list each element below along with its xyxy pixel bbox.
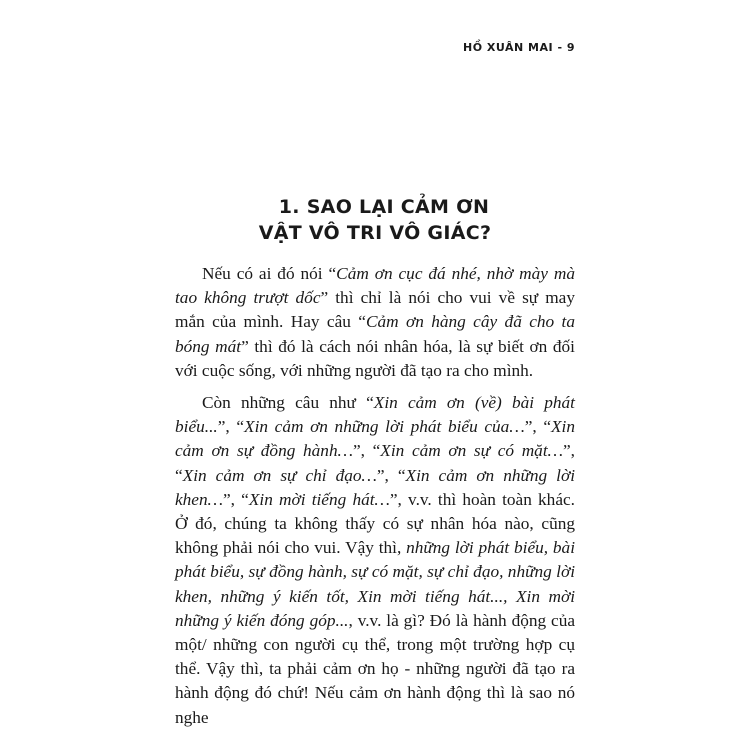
p2-quote-2: Xin cảm ơn những lời phát biểu của… (244, 417, 525, 437)
p1-text-3: ” thì đó là cách nói nhân hóa, là sự biết ơn đối với cuộc sống, với những người đã tạo ra cho mình. (175, 336, 575, 380)
p2-text-2: ”, v.v. thì hoàn toàn khác. Ở đó, chúng ta không thấy có sự nhân hóa nào, cũng không phải nói cho vui. Vậy thì, (175, 489, 575, 558)
body-text (175, 262, 575, 738)
p2-quote-4: Xin cảm ơn sự có mặt… (380, 441, 563, 461)
p2-quote-5: Xin cảm ơn sự chỉ đạo… (182, 465, 377, 485)
chapter-title (175, 194, 575, 246)
p2-quote-7: Xin mời tiếng hát… (248, 489, 390, 509)
paragraph-2 (175, 391, 575, 730)
p2-italic-list: những lời phát biểu, bài phát biểu, sự đồng hành, sự có mặt, sự chỉ đạo, những lời khen, những ý kiến tốt, Xin mời tiếng hát..., Xin mời những ý kiến đóng góp... (175, 538, 575, 630)
p2-text-1: Còn những câu như “ (202, 393, 374, 413)
p1-text-2: ” thì chỉ là nói cho vui về sự may mắn của mình. Hay câu “ (175, 288, 575, 332)
p1-text-1: Nếu có ai đó nói “ (202, 264, 337, 283)
p2-quote-1: Xin cảm ơn (về) bài phát biểu... (175, 393, 575, 437)
p1-quote-1: Cảm ơn cục đá nhé, nhờ mày mà tao không trượt dốc (175, 264, 576, 308)
p2-sep-6: ”, “ (223, 489, 249, 509)
chapter-title-line-1: 1. SAO LẠI CẢM ƠN (278, 196, 490, 218)
p2-sep-2: ”, “ (524, 417, 551, 437)
chapter-title-line-2: VẬT VÔ TRI VÔ GIÁC? (258, 222, 492, 244)
page-content (175, 38, 576, 727)
p2-text-3: , v.v. là gì? Đó là hành động của một/ những con người cụ thể, trong một trường hợp cụ thể. Vậy thì, ta phải cảm ơn họ - những người đã tạo ra hành động đó chứ! Nếu cảm ơn hành động thì là sao nó nghe (175, 610, 576, 727)
p2-sep-1: ”, “ (217, 417, 245, 437)
paragraph-1 (175, 262, 575, 383)
p2-sep-5: ”, “ (376, 465, 406, 485)
p2-sep-4: ”, “ (175, 441, 575, 485)
p2-quote-3: Xin cảm ơn sự đồng hành… (175, 417, 575, 461)
p2-sep-3: ”, “ (352, 441, 381, 461)
p1-quote-2: Cảm ơn hàng cây đã cho ta bóng mát (175, 312, 575, 356)
p2-quote-6: Xin cảm ơn những lời khen… (175, 465, 576, 509)
running-head: HỒ XUÂN MAI - 9 (463, 41, 575, 54)
